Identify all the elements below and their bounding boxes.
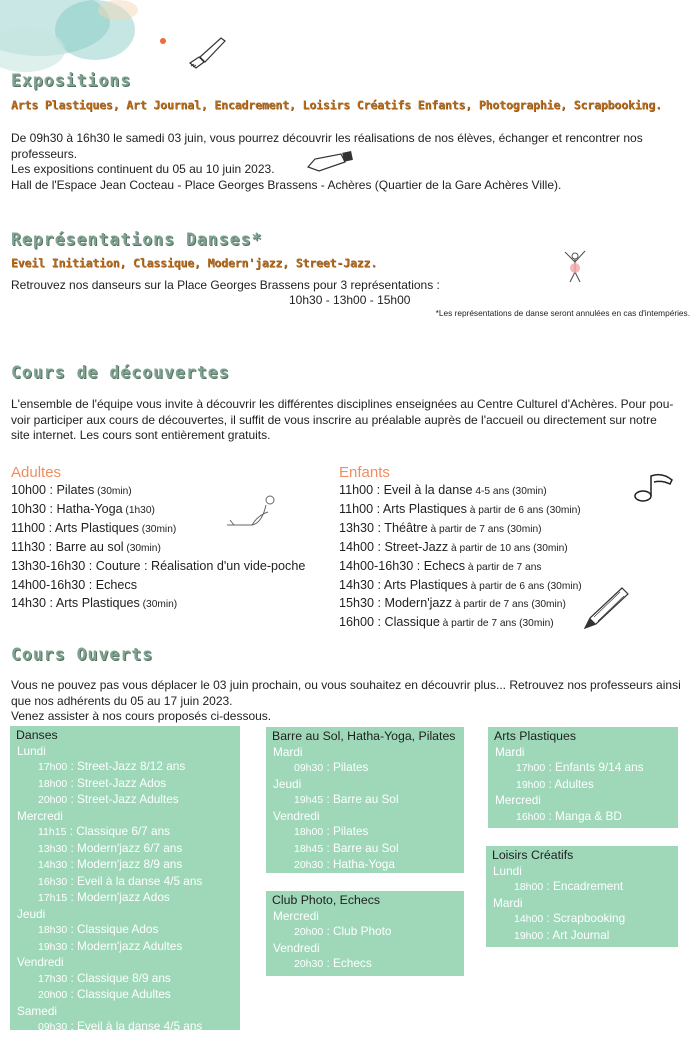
box-course-text: : Classique Adultes bbox=[67, 987, 171, 1001]
course-detail: à partir de 10 ans (30min) bbox=[448, 542, 568, 554]
box-course-text: : Classique 8/9 ans bbox=[67, 970, 171, 985]
box-course-text: : Hatha-Yoga bbox=[323, 857, 395, 871]
danses-subtitle: Eveil Initiation, Classique, Modern'jazz, Street-Jazz. bbox=[11, 256, 378, 270]
course-name: : Théâtre bbox=[374, 520, 428, 535]
box-day-label: Mardi bbox=[273, 744, 303, 759]
course-name: : Echecs bbox=[85, 577, 138, 592]
box-title: Loisirs Créatifs bbox=[492, 848, 574, 862]
box-course-time: 17h00 bbox=[38, 761, 68, 773]
danses-title: Représentations Danses* bbox=[11, 230, 263, 249]
course-detail: (1h30) bbox=[122, 504, 155, 516]
box-course-text: : Barre au Sol bbox=[323, 840, 399, 855]
schedule-box-danses bbox=[10, 726, 240, 1033]
box-course-text: : Pilates bbox=[323, 760, 369, 774]
expositions-line: Les expositions continuent du 05 au 10 juin 2023. bbox=[11, 162, 275, 176]
box-course-text: : Adultes bbox=[545, 776, 594, 791]
box-course-item bbox=[16, 874, 234, 891]
box-day-label: Mercredi bbox=[495, 793, 541, 807]
enfants-label: Enfants bbox=[339, 464, 390, 481]
course-name: : Classique bbox=[374, 615, 440, 630]
box-day-label: Lundi bbox=[17, 743, 46, 758]
course-time: 10h30 bbox=[11, 501, 47, 516]
course-detail: à partir de 7 ans bbox=[465, 561, 542, 573]
box-title: Arts Plastiques bbox=[494, 729, 577, 743]
course-name: : Arts Plastiques bbox=[374, 577, 468, 592]
adultes-course-item bbox=[11, 595, 305, 614]
box-course-item bbox=[494, 809, 672, 826]
box-course-item bbox=[16, 971, 234, 988]
adultes-label: Adultes bbox=[11, 464, 62, 481]
decouvertes-line: L'ensemble de l'équipe vous invite à découvrir les différentes disciplines enseignées au Centre Culturel d'Achères. Pour pou- bbox=[11, 397, 674, 411]
box-course-time: 18h30 bbox=[38, 924, 68, 936]
box-course-text: : Classique 6/7 ans bbox=[66, 824, 171, 838]
box-course-time: 20h30 bbox=[294, 958, 324, 970]
course-name: : Arts Plastiques bbox=[373, 501, 467, 516]
box-course-time: 18h00 bbox=[294, 826, 324, 838]
box-course-time: 20h00 bbox=[38, 794, 68, 806]
box-course-text: : Classique Ados bbox=[67, 922, 159, 936]
course-time: 13h30 bbox=[339, 520, 375, 535]
expositions-line: De 09h30 à 16h30 le samedi 03 juin, vous pourrez découvrir les réalisations de nos élèves, échanger et rencontrer nos professeurs. bbox=[11, 131, 643, 161]
course-time: 13h30-16h30 bbox=[11, 558, 86, 573]
box-course-item bbox=[272, 824, 458, 841]
box-course-item bbox=[16, 792, 234, 809]
box-course-text: : Eveil à la danse 4/5 ans bbox=[67, 1019, 203, 1033]
box-course-time: 09h30 bbox=[38, 1021, 68, 1033]
expositions-line: Hall de l'Espace Jean Cocteau - Place Georges Brassens - Achères (Quartier de la Gare Achères Ville). bbox=[11, 177, 562, 192]
box-title: Danses bbox=[16, 728, 58, 742]
course-time: 14h00-16h30 bbox=[339, 558, 414, 573]
box-day-label: Mardi bbox=[495, 744, 525, 759]
box-course-item bbox=[16, 857, 234, 874]
box-course-text: : Encadrement bbox=[543, 879, 624, 893]
course-time: 14h30 bbox=[11, 596, 47, 611]
box-day-label: Samedi bbox=[17, 1003, 57, 1018]
danses-times: 10h30 - 13h00 - 15h00 bbox=[289, 293, 411, 307]
box-day-label: Vendredi bbox=[273, 808, 320, 823]
course-time: 15h30 bbox=[339, 596, 375, 611]
enfants-course-item bbox=[339, 539, 582, 558]
schedule-box-loisirs-creatifs bbox=[486, 846, 678, 947]
box-course-item bbox=[16, 759, 234, 776]
box-course-text: : Street-Jazz 8/12 ans bbox=[67, 759, 186, 773]
box-course-item bbox=[272, 792, 458, 809]
box-course-time: 20h00 bbox=[38, 989, 68, 1001]
box-day-label: Mercredi bbox=[17, 808, 63, 823]
box-day-label: Mercredi bbox=[273, 908, 319, 923]
box-course-text: : Street-Jazz Ados bbox=[67, 775, 167, 790]
course-name: : Couture : Réalisation d'un vide-poche bbox=[85, 558, 306, 573]
danses-text: Retrouvez nos danseurs sur la Place Georges Brassens pour 3 représentations : bbox=[11, 278, 440, 292]
box-course-text: : Manga & BD bbox=[545, 808, 622, 823]
box-course-item bbox=[494, 777, 672, 794]
schedule-box-barre-yoga-pilates bbox=[266, 727, 464, 873]
course-time: 14h00-16h30 bbox=[11, 577, 86, 592]
course-time: 11h00 bbox=[339, 483, 374, 497]
box-title: Barre au Sol, Hatha-Yoga, Pilates bbox=[272, 729, 456, 743]
course-time: 10h00 bbox=[11, 483, 47, 497]
course-time: 16h00 bbox=[339, 615, 375, 630]
watercolor-splash bbox=[0, 0, 170, 80]
box-course-time: 13h30 bbox=[38, 842, 68, 855]
box-course-item bbox=[492, 911, 672, 928]
course-name: : Hatha-Yoga bbox=[46, 501, 123, 516]
expositions-title: Expositions bbox=[11, 71, 132, 90]
box-day-label: Mardi bbox=[493, 895, 523, 910]
course-name: : Street-Jazz bbox=[374, 539, 449, 554]
box-course-item bbox=[16, 824, 234, 841]
box-course-time: 16h00 bbox=[516, 810, 546, 823]
box-course-time: 14h30 bbox=[38, 859, 68, 871]
course-time: 14h30 bbox=[339, 577, 375, 592]
schedule-box-arts-plastiques bbox=[488, 727, 678, 828]
box-course-text: : Barre au Sol bbox=[323, 792, 399, 806]
box-course-time: 16h30 bbox=[38, 875, 68, 888]
box-day-label: Vendredi bbox=[273, 940, 320, 955]
box-course-time: 11h15 bbox=[38, 826, 67, 838]
box-course-time: 19h00 bbox=[516, 778, 546, 791]
ouverts-title: Cours Ouverts bbox=[11, 645, 154, 664]
box-course-item bbox=[16, 776, 234, 793]
course-name: : Pilates bbox=[46, 483, 95, 497]
decouvertes-line: voir participer aux cours de découvertes, il suffit de vous inscrire au préalable auprès de l'accueil ou directement sur notre bbox=[11, 412, 657, 427]
box-course-item bbox=[492, 928, 672, 945]
box-course-text: : Enfants 9/14 ans bbox=[545, 760, 644, 774]
course-detail: à partir de 7 ans (30min) bbox=[452, 599, 566, 611]
box-course-time: 20h00 bbox=[294, 926, 324, 938]
box-course-item bbox=[272, 956, 458, 973]
box-course-text: : Art Journal bbox=[543, 927, 610, 942]
course-name: : Echecs bbox=[413, 558, 466, 573]
course-time: 11h00 bbox=[11, 520, 46, 535]
box-course-item bbox=[16, 939, 234, 956]
box-course-item bbox=[272, 857, 458, 874]
course-name: : Modern'jazz bbox=[374, 596, 453, 611]
box-course-text: : Scrapbooking bbox=[543, 911, 626, 925]
course-time: 11h00 bbox=[339, 501, 374, 516]
adultes-course-item bbox=[11, 558, 305, 577]
box-course-item bbox=[16, 922, 234, 939]
course-detail: 4-5 ans (30min) bbox=[472, 486, 547, 497]
box-course-item bbox=[492, 879, 672, 896]
box-day-label: Lundi bbox=[493, 863, 522, 878]
box-course-item bbox=[16, 890, 234, 907]
course-name: : Arts Plastiques bbox=[46, 596, 140, 611]
box-course-text: : Modern'jazz Adultes bbox=[67, 938, 183, 953]
box-course-text: : Pilates bbox=[323, 824, 369, 838]
box-course-time: 18h00 bbox=[514, 881, 544, 893]
pencil-icon bbox=[582, 584, 632, 632]
box-course-text: : Street-Jazz Adultes bbox=[67, 792, 179, 806]
course-name: : Barre au sol bbox=[45, 539, 124, 554]
box-course-time: 14h00 bbox=[514, 913, 544, 925]
box-course-item bbox=[16, 987, 234, 1004]
course-detail: à partir de 6 ans (30min) bbox=[467, 580, 582, 592]
box-course-time: 17h00 bbox=[516, 762, 546, 774]
box-day-label: Jeudi bbox=[17, 906, 46, 921]
box-course-item bbox=[272, 924, 458, 941]
enfants-course-item bbox=[339, 595, 582, 614]
box-course-time: 19h45 bbox=[294, 794, 324, 806]
ouverts-text bbox=[11, 678, 697, 725]
box-title: Club Photo, Echecs bbox=[272, 893, 381, 907]
box-course-time: 19h00 bbox=[514, 929, 544, 942]
enfants-course-item bbox=[339, 577, 582, 596]
enfants-course-item bbox=[339, 614, 582, 633]
course-time: 11h30 bbox=[11, 539, 46, 554]
box-course-time: 18h00 bbox=[38, 777, 68, 790]
course-detail: à partir de 6 ans (30min) bbox=[466, 504, 581, 516]
decouvertes-text bbox=[11, 397, 696, 444]
course-detail: (30min) bbox=[94, 486, 132, 497]
yoga-figure-icon bbox=[222, 490, 282, 530]
dancer-icon bbox=[560, 248, 590, 284]
course-time: 14h00 bbox=[339, 539, 375, 554]
box-course-time: 17h15 bbox=[38, 892, 68, 904]
box-course-item bbox=[16, 841, 234, 858]
box-course-text: : Eveil à la danse 4/5 ans bbox=[67, 873, 203, 888]
box-course-text: : Echecs bbox=[323, 956, 372, 970]
box-course-time: 19h30 bbox=[38, 940, 68, 953]
paintbrush-icon bbox=[185, 35, 230, 70]
enfants-list bbox=[339, 482, 582, 633]
paint-tube-icon bbox=[305, 150, 355, 175]
ouverts-line: Venez assister à nos cours proposés ci-dessous. bbox=[11, 709, 272, 723]
expositions-subtitle: Arts Plastiques, Art Journal, Encadrement, Loisirs Créatifs Enfants, Photographie, Scrapbooking. bbox=[11, 98, 662, 112]
ouverts-line: que nos adhérents du 05 au 17 juin 2023. bbox=[11, 693, 233, 708]
adultes-course-item bbox=[11, 577, 305, 596]
course-detail: (30min) bbox=[123, 542, 161, 554]
box-course-item bbox=[272, 841, 458, 858]
schedule-box-club-photo-echecs bbox=[266, 891, 464, 976]
box-course-time: 18h45 bbox=[294, 842, 324, 855]
box-course-text: : Club Photo bbox=[323, 924, 392, 938]
ouverts-line: Vous ne pouvez pas vous déplacer le 03 juin prochain, ou vous souhaitez en découvrir plus... Retrouvez nos professeurs ainsi bbox=[11, 678, 681, 692]
box-course-text: : Modern'jazz Ados bbox=[67, 890, 170, 904]
course-detail: à partir de 7 ans (30min) bbox=[439, 618, 554, 630]
box-course-time: 09h30 bbox=[294, 762, 324, 774]
box-course-time: 20h30 bbox=[294, 859, 324, 871]
box-course-item bbox=[16, 1019, 234, 1036]
box-day-label: Vendredi bbox=[17, 955, 64, 969]
course-detail: (30min) bbox=[139, 599, 178, 611]
box-course-time: 17h30 bbox=[38, 972, 68, 985]
enfants-course-item bbox=[339, 482, 582, 501]
box-course-item bbox=[494, 760, 672, 777]
adultes-course-item bbox=[11, 539, 305, 558]
enfants-course-item bbox=[339, 558, 582, 577]
box-course-text: : Modern'jazz 6/7 ans bbox=[67, 840, 183, 855]
course-detail: à partir de 7 ans (30min) bbox=[427, 523, 542, 535]
course-name: : Arts Plastiques bbox=[45, 520, 139, 535]
course-name: : Eveil à la danse bbox=[373, 483, 473, 497]
decouvertes-line: site internet. Les cours sont entièrement gratuits. bbox=[11, 428, 271, 442]
box-course-text: : Modern'jazz 8/9 ans bbox=[67, 857, 183, 871]
danses-note: *Les représentations de danse seront annulées en cas d'intempéries. bbox=[435, 308, 690, 318]
box-day-label: Jeudi bbox=[273, 776, 302, 791]
course-detail: (30min) bbox=[138, 523, 177, 535]
box-course-item bbox=[272, 760, 458, 777]
enfants-course-item bbox=[339, 501, 582, 520]
music-note-icon bbox=[632, 470, 682, 505]
decouvertes-title: Cours de découvertes bbox=[11, 363, 230, 382]
enfants-course-item bbox=[339, 520, 582, 539]
